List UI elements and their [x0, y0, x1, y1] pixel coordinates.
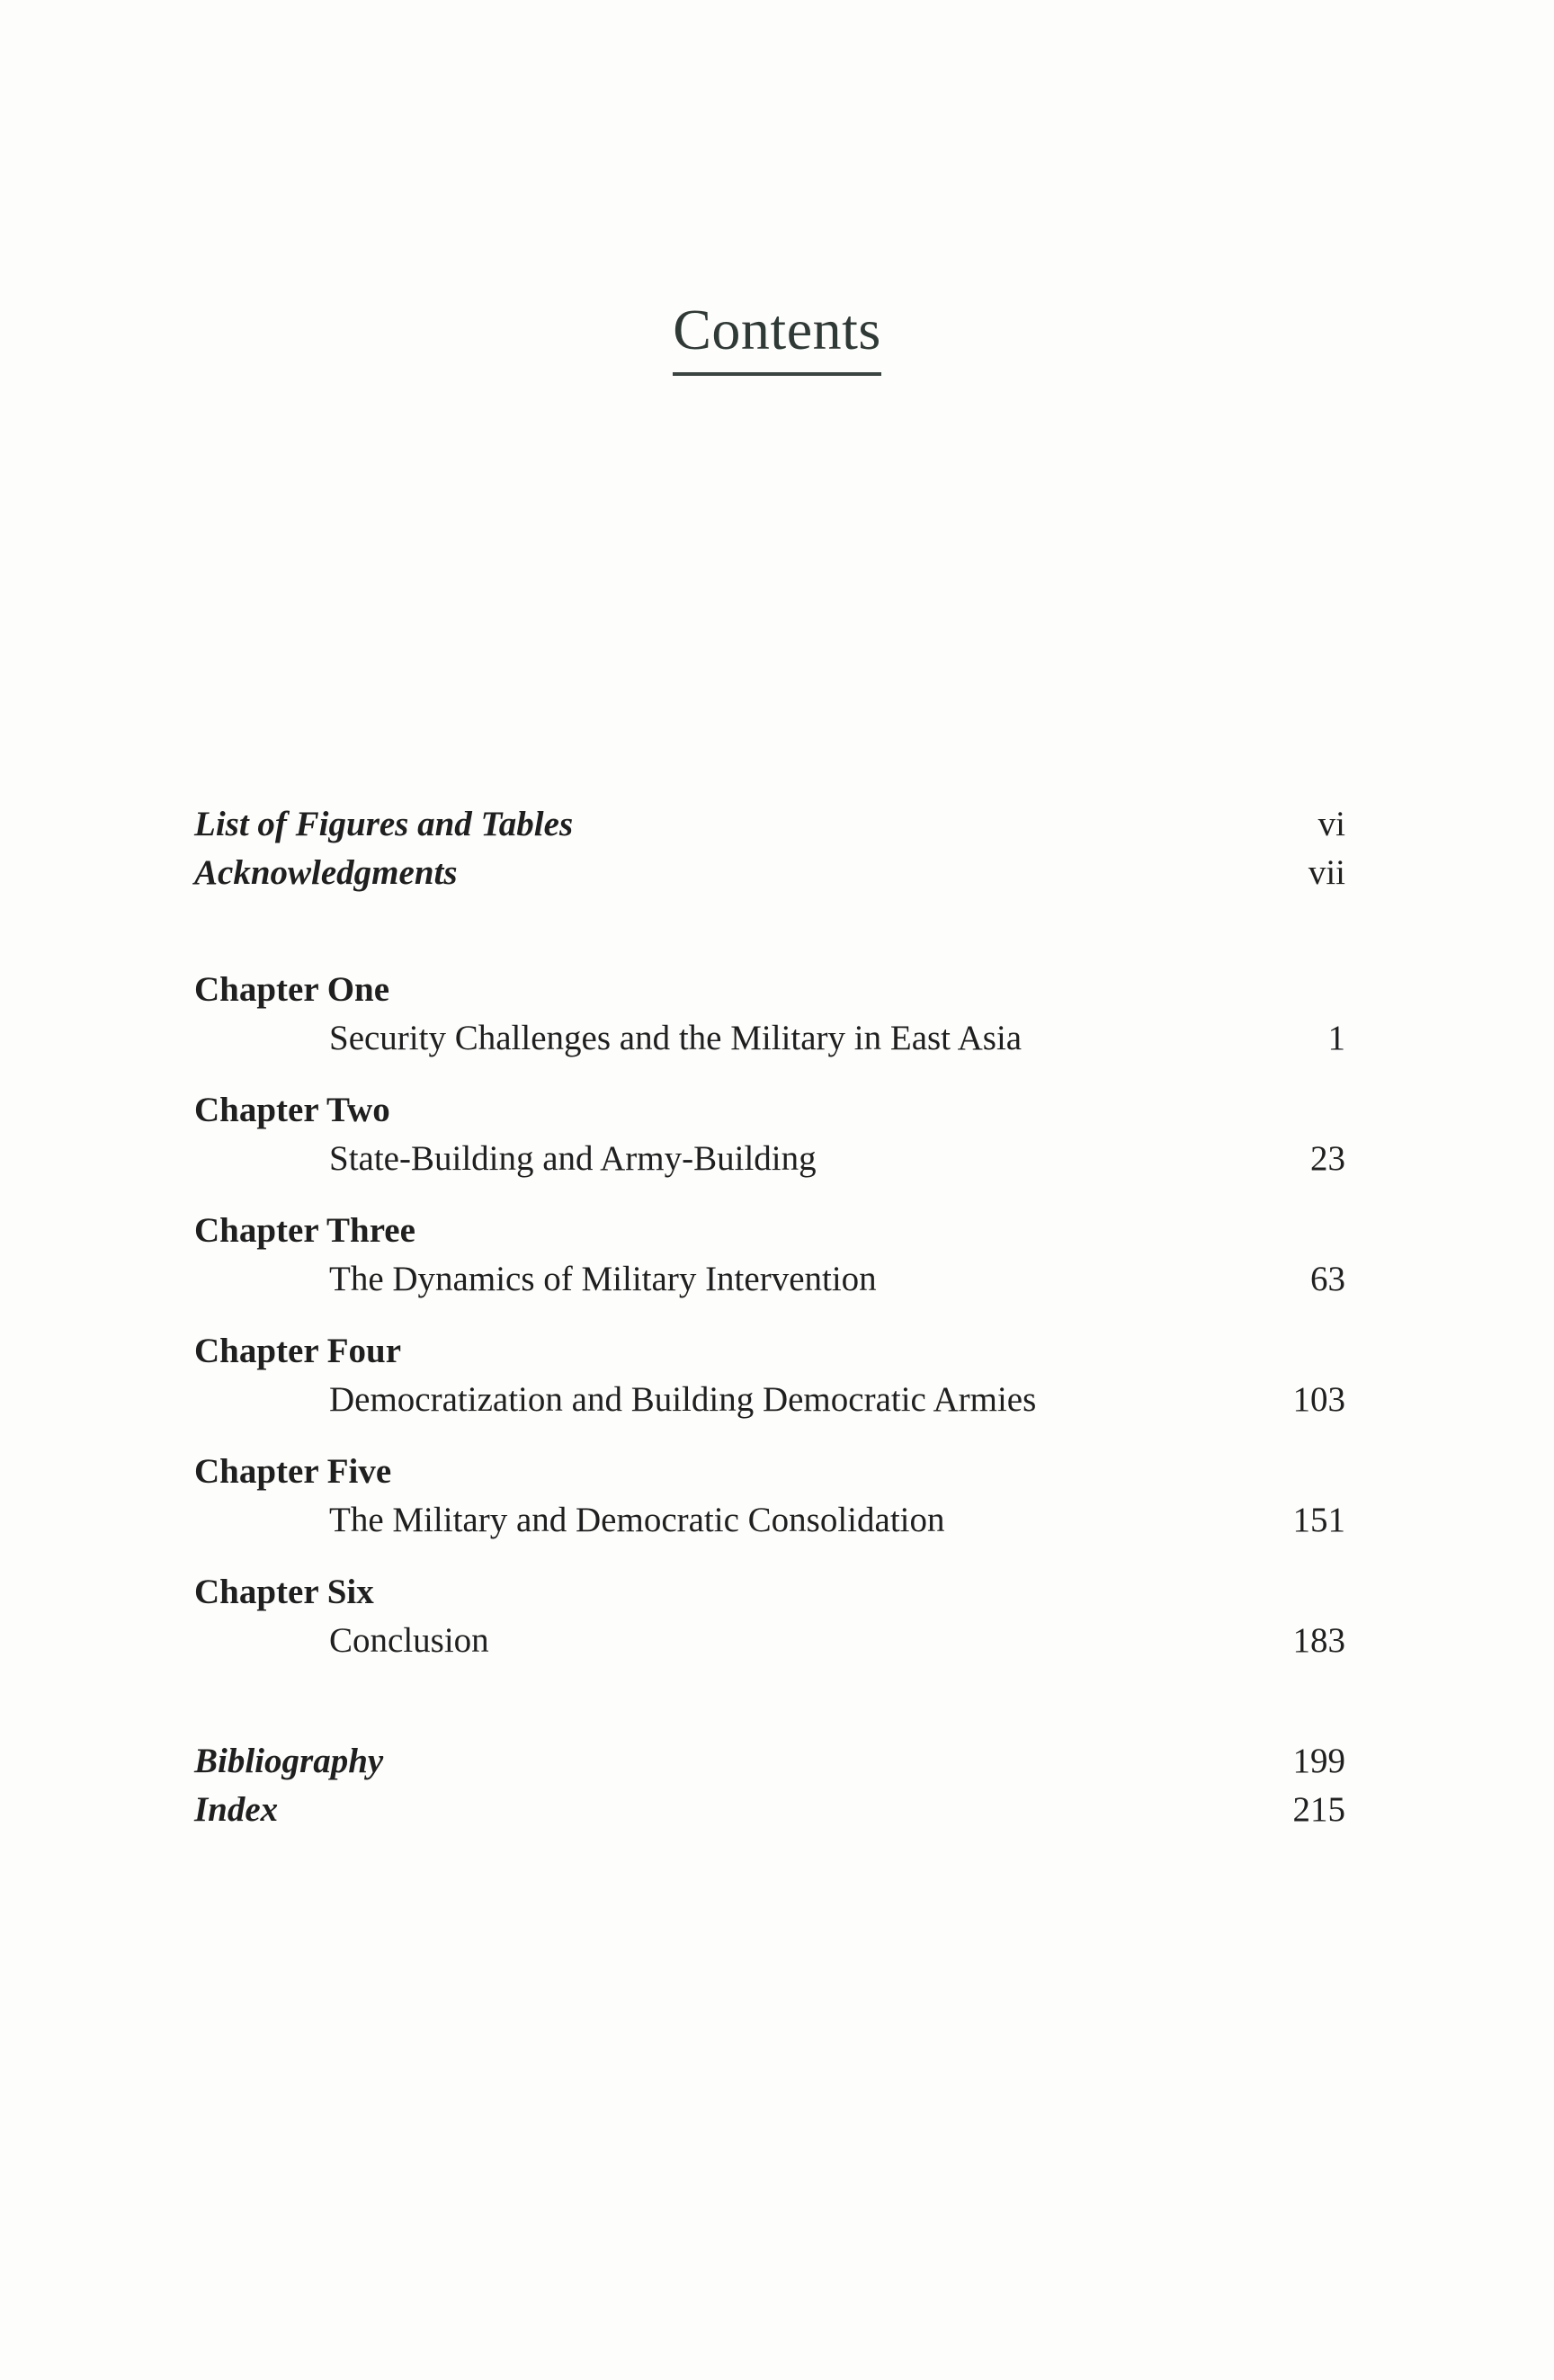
toc-entry-label: Acknowledgments: [194, 853, 458, 892]
chapter-heading: [194, 1448, 1345, 1496]
chapter-title: The Dynamics of Military Intervention: [329, 1260, 877, 1298]
table-of-contents: [194, 800, 1345, 1834]
chapter-heading-label: Chapter Two: [194, 1091, 390, 1129]
toc-entry-chapter[interactable]: [194, 1135, 1345, 1183]
toc-entry-front-matter[interactable]: [194, 849, 1345, 897]
chapter-title: Security Challenges and the Military in East Asia: [329, 1019, 1023, 1057]
toc-entry-back-matter[interactable]: [194, 1737, 1345, 1786]
toc-entry-label: Bibliography: [194, 1742, 384, 1780]
toc-entry-page: 23: [1310, 1139, 1345, 1178]
spacer: [194, 1183, 1345, 1207]
chapter-title: Democratization and Building Democratic Armies: [329, 1380, 1037, 1419]
chapter-heading-label: Chapter One: [194, 970, 390, 1009]
page-title: Contents: [673, 297, 881, 376]
chapter-heading-label: Chapter Three: [194, 1211, 415, 1250]
toc-entry-page: vi: [1317, 805, 1345, 843]
spacer: [194, 1665, 1345, 1737]
chapter-heading-label: Chapter Five: [194, 1452, 392, 1491]
toc-entry-page: 1: [1327, 1019, 1345, 1057]
toc-entry-chapter[interactable]: [194, 1376, 1345, 1424]
toc-entry-front-matter[interactable]: [194, 800, 1345, 849]
spacer: [194, 897, 1345, 966]
toc-entry-page: 199: [1292, 1742, 1345, 1780]
toc-entry-page: 215: [1292, 1790, 1345, 1829]
chapter-heading: [194, 1207, 1345, 1255]
toc-entry-page: 63: [1310, 1260, 1345, 1298]
toc-entry-page: 151: [1292, 1501, 1345, 1539]
spacer: [194, 1063, 1345, 1086]
spacer: [194, 1545, 1345, 1568]
chapter-heading: [194, 966, 1345, 1014]
toc-entry-label: Index: [194, 1790, 279, 1829]
toc-entry-chapter[interactable]: [194, 1255, 1345, 1304]
chapter-heading-label: Chapter Six: [194, 1573, 374, 1611]
title-wrap: [0, 297, 1554, 376]
toc-entry-back-matter[interactable]: [194, 1786, 1345, 1834]
chapter-heading: [194, 1568, 1345, 1617]
chapter-heading-label: Chapter Four: [194, 1332, 402, 1370]
toc-entry-page: 103: [1292, 1380, 1345, 1419]
chapter-title: Conclusion: [329, 1621, 489, 1660]
chapter-heading: [194, 1086, 1345, 1135]
toc-entry-page: 183: [1292, 1621, 1345, 1660]
toc-entry-label: List of Figures and Tables: [194, 805, 574, 843]
toc-entry-page: vii: [1308, 853, 1345, 892]
toc-entry-chapter[interactable]: [194, 1014, 1345, 1063]
chapter-heading: [194, 1327, 1345, 1376]
toc-entry-chapter[interactable]: [194, 1496, 1345, 1545]
chapter-title: State-Building and Army-Building: [329, 1139, 817, 1178]
chapter-title: The Military and Democratic Consolidation: [329, 1501, 945, 1539]
toc-entry-chapter[interactable]: [194, 1617, 1345, 1665]
spacer: [194, 1304, 1345, 1327]
spacer: [194, 1424, 1345, 1448]
